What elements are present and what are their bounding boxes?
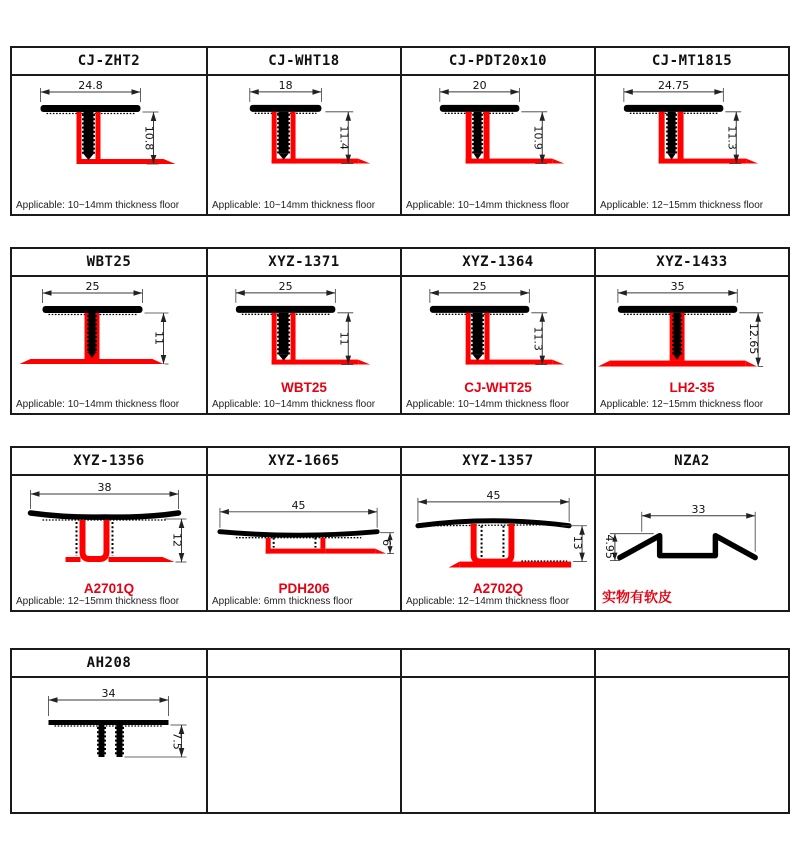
width-dimension xyxy=(236,280,335,303)
width-dimension xyxy=(624,79,723,102)
applicable-note: Applicable: 12~15mm thickness floor xyxy=(600,399,764,410)
profile-code: WBT25 xyxy=(12,249,206,277)
width-dimension xyxy=(49,687,169,716)
width-dimension-label: 33 xyxy=(691,502,706,516)
width-dimension xyxy=(430,280,529,303)
profile-u-channel xyxy=(83,520,107,559)
profile-cell-xyz-1433 xyxy=(594,249,788,413)
width-dimension xyxy=(250,79,322,102)
profile-cap xyxy=(220,532,377,535)
profile-cap xyxy=(236,306,335,313)
height-dimension-label: 12 xyxy=(170,533,184,547)
equivalent-model-label: PDH206 xyxy=(278,581,330,596)
profile-cell-cj-mt1815 xyxy=(594,48,788,214)
width-dimension xyxy=(618,280,737,303)
profile-cell-xyz-1357 xyxy=(400,448,594,610)
width-dimension xyxy=(41,79,141,102)
profile-bottom-flange xyxy=(610,361,745,367)
profile-cell-cj-wht18 xyxy=(206,48,400,214)
profile-drawing xyxy=(208,76,400,182)
width-dimension-label: 25 xyxy=(278,279,293,293)
profile-cell-wbt25 xyxy=(12,249,206,413)
profile-stem xyxy=(473,313,483,355)
profile-cell-nza2 xyxy=(594,448,788,610)
applicable-note: Applicable: 10~14mm thickness floor xyxy=(16,399,180,410)
profile-cell-cj-zht2 xyxy=(12,48,206,214)
width-dimension xyxy=(220,499,377,528)
profile-code: CJ-WHT18 xyxy=(208,48,400,76)
height-dimension xyxy=(325,112,353,164)
applicable-note: Applicable: 10~14mm thickness floor xyxy=(212,399,376,410)
width-dimension xyxy=(418,489,569,522)
equivalent-model-label: CJ-WHT25 xyxy=(464,380,532,395)
height-dimension-label: 6 xyxy=(380,539,394,547)
profile-cap xyxy=(41,105,141,112)
width-dimension xyxy=(440,79,520,102)
profile-drawing xyxy=(402,277,594,383)
profile-bottom-flange xyxy=(460,562,571,568)
height-dimension-label: 13 xyxy=(571,535,585,550)
profile-drawing xyxy=(596,277,788,383)
width-dimension-label: 38 xyxy=(97,481,112,494)
applicable-note: Applicable: 12~14mm thickness floor xyxy=(406,596,570,607)
height-dimension-label: 12.65 xyxy=(747,323,761,355)
equivalent-model-label: WBT25 xyxy=(281,380,327,395)
profile-code-empty xyxy=(208,650,400,678)
height-dimension-label: 10.8 xyxy=(142,125,156,151)
profile-drawing xyxy=(596,76,788,182)
profile-drawing xyxy=(596,476,788,582)
profile-code: XYZ-1371 xyxy=(208,249,400,277)
height-dimension xyxy=(603,534,654,561)
profile-stem xyxy=(279,313,289,355)
profile-drawing xyxy=(12,476,206,582)
profile-table-band-3 xyxy=(10,446,790,612)
profile-table-band-1 xyxy=(10,46,790,216)
height-dimension xyxy=(561,526,587,562)
profile-code: NZA2 xyxy=(596,448,788,476)
profile-drawing xyxy=(12,76,206,182)
height-dimension-label: 11.3 xyxy=(531,326,545,351)
profile-cap xyxy=(31,513,179,517)
height-dimension-label: 11 xyxy=(152,331,166,345)
profile-prong xyxy=(117,725,123,757)
width-dimension-label: 25 xyxy=(85,280,100,293)
profile-drawing xyxy=(208,277,400,383)
equivalent-model-label: A2701Q xyxy=(83,581,135,596)
height-dimension xyxy=(125,725,187,757)
height-dimension-label: 7.5 xyxy=(170,732,184,750)
height-dimension-label: 4.95 xyxy=(602,534,616,559)
applicable-note: Applicable: 6mm thickness floor xyxy=(212,596,353,607)
profile-cap xyxy=(49,720,169,725)
profile-cap xyxy=(43,306,143,313)
profile-cell-xyz-1364 xyxy=(400,249,594,413)
profile-cell-cj-pdt20x10 xyxy=(400,48,594,214)
height-dimension xyxy=(337,313,353,365)
profile-prong xyxy=(99,725,105,757)
profile-drawing xyxy=(12,277,206,383)
profile-cap xyxy=(440,105,520,112)
profile-cap xyxy=(624,105,723,112)
profile-leg xyxy=(109,557,163,562)
applicable-note: Applicable: 12~15mm thickness floor xyxy=(600,200,764,211)
profile-stem xyxy=(279,112,289,154)
profile-cap xyxy=(618,306,737,313)
profile-cap xyxy=(250,105,322,112)
profile-stem xyxy=(474,112,482,154)
width-dimension-label: 34 xyxy=(101,687,116,700)
profile-u-channel xyxy=(474,524,512,562)
profile-table-band-2 xyxy=(10,247,790,415)
height-dimension xyxy=(521,112,547,164)
height-dimension xyxy=(380,533,394,554)
profile-drawing xyxy=(402,476,594,582)
empty-cell xyxy=(594,650,788,812)
profile-code: CJ-ZHT2 xyxy=(12,48,206,76)
profile-cap xyxy=(430,306,529,313)
equivalent-model-label: LH2-35 xyxy=(669,380,715,395)
height-dimension xyxy=(531,313,547,365)
profile-leg xyxy=(325,549,375,554)
width-dimension-label: 18 xyxy=(278,78,293,92)
applicable-note: Applicable: 10~14mm thickness floor xyxy=(16,200,180,211)
width-dimension xyxy=(31,481,179,509)
profile-code: CJ-PDT20x10 xyxy=(402,48,594,76)
height-dimension-label: 11 xyxy=(337,331,351,346)
width-dimension-label: 45 xyxy=(291,498,306,512)
profile-code: CJ-MT1815 xyxy=(596,48,788,76)
width-dimension xyxy=(43,280,143,303)
width-dimension-label: 24.75 xyxy=(657,78,690,92)
applicable-note: Applicable: 10~14mm thickness floor xyxy=(212,200,376,211)
profile-table-band-4 xyxy=(10,648,790,814)
width-dimension-label: 24.8 xyxy=(78,79,103,92)
profile-cell-ah208 xyxy=(12,650,206,812)
profile-cell-xyz-1356 xyxy=(12,448,206,610)
height-dimension xyxy=(145,313,169,364)
profile-code-empty xyxy=(596,650,788,678)
applicable-note: Applicable: 10~14mm thickness floor xyxy=(406,200,570,211)
applicable-note: Applicable: 12~15mm thickness floor xyxy=(16,596,180,607)
profile-code: XYZ-1433 xyxy=(596,249,788,277)
profile-code: XYZ-1665 xyxy=(208,448,400,476)
height-dimension xyxy=(165,519,187,562)
profile-drawing xyxy=(208,476,400,582)
height-dimension-label: 10.9 xyxy=(531,125,545,150)
empty-cell xyxy=(206,650,400,812)
profile-ramp-channel xyxy=(620,536,755,558)
width-dimension-label: 20 xyxy=(472,78,487,92)
profile-drawing xyxy=(12,678,206,784)
material-note: 实物有软皮 xyxy=(602,590,672,606)
applicable-note: Applicable: 10~14mm thickness floor xyxy=(406,399,570,410)
height-dimension-label: 11.4 xyxy=(337,125,351,150)
profile-bottom-flange xyxy=(31,359,153,364)
height-dimension xyxy=(143,112,159,164)
width-dimension-label: 25 xyxy=(472,279,487,293)
profile-cell-xyz-1665 xyxy=(206,448,400,610)
profile-cell-xyz-1371 xyxy=(206,249,400,413)
height-dimension-label: 11.3 xyxy=(725,125,739,150)
profile-code: XYZ-1357 xyxy=(402,448,594,476)
profile-drawing xyxy=(402,76,594,182)
profile-code-empty xyxy=(402,650,594,678)
profile-code: AH208 xyxy=(12,650,206,678)
profile-code: XYZ-1356 xyxy=(12,448,206,476)
width-dimension-label: 45 xyxy=(486,488,501,502)
empty-cell xyxy=(400,650,594,812)
profile-stem xyxy=(84,112,94,154)
height-dimension xyxy=(725,112,741,164)
profile-stem xyxy=(668,112,676,154)
width-dimension-label: 35 xyxy=(670,279,685,293)
profile-code: XYZ-1364 xyxy=(402,249,594,277)
equivalent-model-label: A2702Q xyxy=(472,581,524,596)
height-dimension xyxy=(739,313,763,367)
